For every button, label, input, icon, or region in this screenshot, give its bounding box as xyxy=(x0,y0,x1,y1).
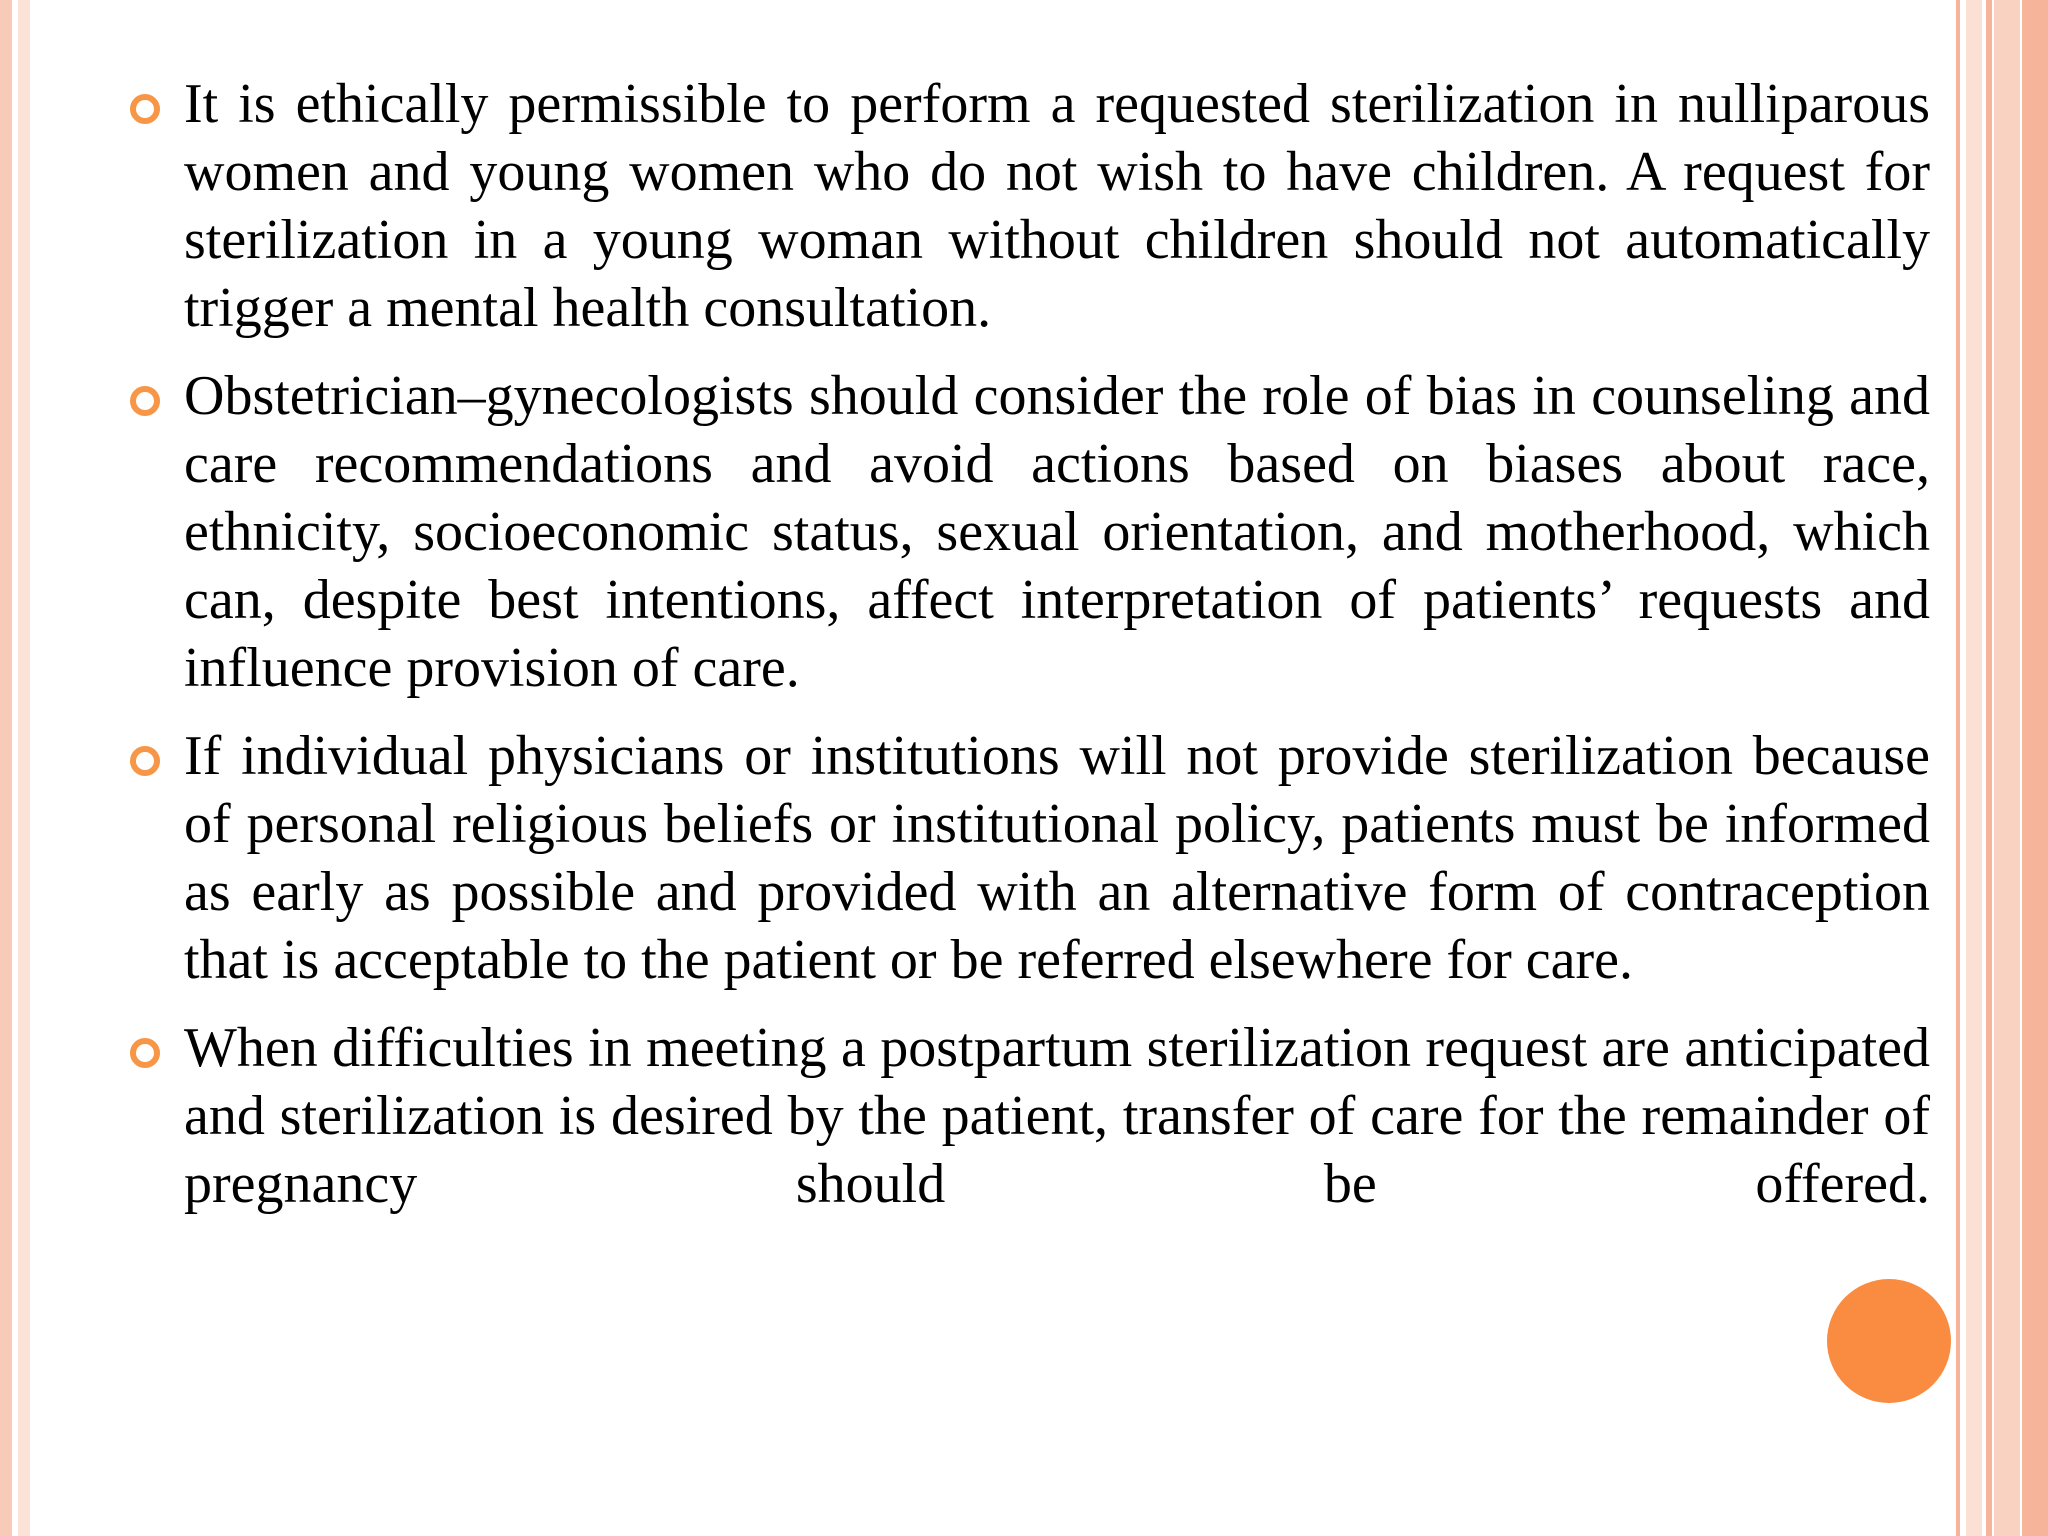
bullet-item xyxy=(130,362,1930,702)
left-border-stripe-inner xyxy=(18,0,30,1536)
left-border-stripe xyxy=(0,0,12,1536)
bullet-item xyxy=(130,70,1930,342)
bullet-text: If individual physicians or institutions will not provide sterilization because of personal religious beliefs or institutional policy, patients must be informed as early as possible and provided with an alternative form of contraception that is acceptable to the patient or be referred elsewhere for care. xyxy=(184,725,1930,991)
ring-bullet-icon xyxy=(130,386,160,416)
bullet-item xyxy=(130,722,1930,994)
right-border-band-3 xyxy=(2022,0,2048,1536)
right-border-band xyxy=(1966,0,1982,1536)
right-border-line-2 xyxy=(1986,0,1992,1536)
right-border-line xyxy=(1956,0,1960,1536)
bullet-text: It is ethically permissible to perform a requested sterilization in nulliparous women and young women who do not wish to have children. A request for sterilization in a young woman without children should not automatically trigger a mental health consultation. xyxy=(184,73,1930,339)
ring-bullet-icon xyxy=(130,94,160,124)
bullet-item xyxy=(130,1014,1930,1218)
bullet-text: When difficulties in meeting a postpartum sterilization request are anticipated and sterilization is desired by the patient, transfer of care for the remainder of pregnancy should be offered. xyxy=(184,1017,1930,1215)
ring-bullet-icon xyxy=(130,1038,160,1068)
ring-bullet-icon xyxy=(130,746,160,776)
bullet-text: Obstetrician–gynecologists should consider the role of bias in counseling and care recommendations and avoid actions based on biases about race, ethnicity, socioeconomic status, sexual orientation, and motherhood, which can, despite best intentions, affect interpretation of patients’ requests and influence provision of care. xyxy=(184,365,1930,699)
decorative-circle xyxy=(1827,1279,1951,1403)
slide-content xyxy=(130,70,1930,1238)
right-border-band-2 xyxy=(1994,0,2020,1536)
